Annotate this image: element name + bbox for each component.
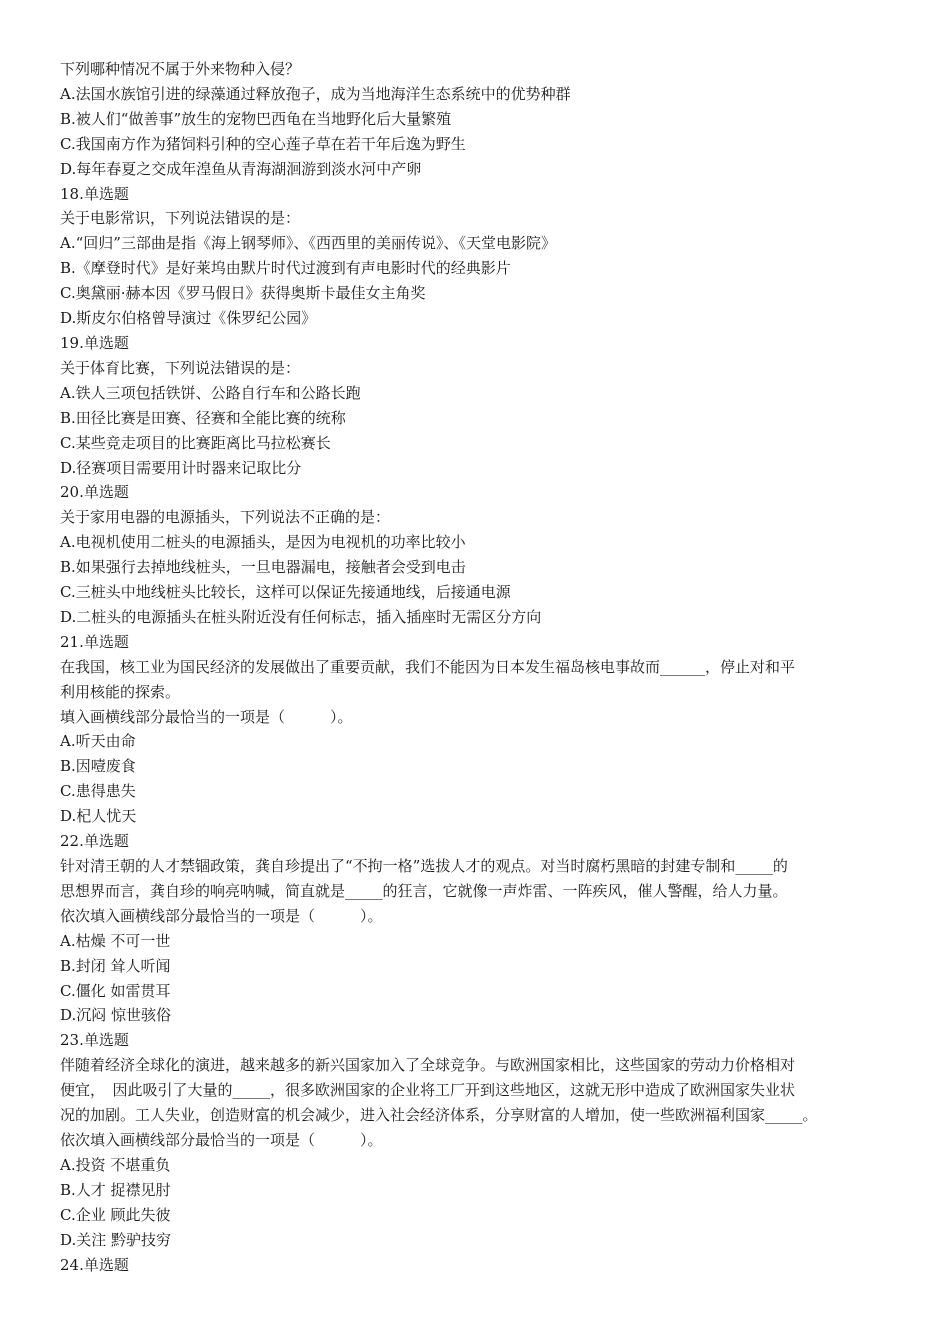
- question-22: [60, 829, 900, 1028]
- option-b: B.被人们“做善事”放生的宠物巴西龟在当地野化后大量繁殖: [60, 109, 452, 128]
- question-20: [60, 480, 900, 629]
- question-stem-line-2: 思想界而言，龚自珍的响亮呐喊，简直就是_____的狂言，它就像一声炸雷、一阵疾风，催人警醒，给人力量。: [60, 881, 788, 900]
- question-23: [60, 1028, 900, 1252]
- question-prompt: 依次填入画横线部分最恰当的一项是（ ）。: [60, 1130, 383, 1149]
- question-21: [60, 630, 900, 829]
- question-stem: 关于体育比赛，下列说法错误的是：: [60, 358, 301, 377]
- question-19: [60, 331, 900, 480]
- question-header: 21.单选题: [60, 632, 129, 651]
- option-b: B.《摩登时代》是好莱坞由默片时代过渡到有声电影时代的经典影片: [60, 259, 511, 278]
- question-stem-line-2: 利用核能的探索。: [60, 682, 181, 701]
- option-a: A.铁人三项包括铁饼、公路自行车和公路长跑: [60, 383, 361, 402]
- question-stem-line-2: 便宜， 因此吸引了大量的_____，很多欧洲国家的企业将工厂开到这些地区，这就无形中造成了欧洲国家失业状: [60, 1081, 796, 1100]
- option-a: A.“回归”三部曲是指《海上钢琴师》、《西西里的美丽传说》、《天堂电影院》: [60, 234, 556, 253]
- question-header: 20.单选题: [60, 483, 129, 502]
- option-c: C.患得患失: [60, 782, 136, 801]
- question-stem-line-1: 在我国，核工业为国民经济的发展做出了重要贡献，我们不能因为日本发生福岛核电事故而______，停止对和平: [60, 657, 796, 676]
- question-stem: 关于家用电器的电源插头，下列说法不正确的是：: [60, 508, 391, 527]
- option-d: D.二桩头的电源插头在桩头附近没有任何标志，插入插座时无需区分方向: [60, 607, 542, 626]
- question-stem-line-1: 针对清王朝的人才禁锢政策，龚自珍提出了“不拘一格”选拔人才的观点。对当时腐朽黑暗的封建专制和_____的: [60, 857, 788, 875]
- option-a: A.法国水族馆引进的绿藻通过释放孢子，成为当地海洋生态系统中的优势种群: [60, 84, 571, 103]
- question-header: 22.单选题: [60, 832, 129, 851]
- question-stem-line-1: 伴随着经济全球化的演进，越来越多的新兴国家加入了全球竞争。与欧洲国家相比，这些国家的劳动力价格相对: [60, 1056, 796, 1075]
- question-header: 23.单选题: [60, 1031, 129, 1050]
- question-stem: 关于电影常识，下列说法错误的是：: [60, 209, 301, 228]
- option-a: A.听天由命: [60, 732, 136, 751]
- option-c: C.三桩头中地线桩头比较长，这样可以保证先接通地线，后接通电源: [60, 583, 511, 602]
- question-18: [60, 182, 900, 331]
- option-d: D.斯皮尔伯格曾导演过《侏罗纪公园》: [60, 309, 317, 328]
- option-a: A.投资 不堪重负: [60, 1155, 171, 1174]
- exam-page: [60, 57, 900, 1277]
- option-d: D.径赛项目需要用计时器来记取比分: [60, 458, 302, 477]
- option-c: C.某些竞走项目的比赛距离比马拉松赛长: [60, 433, 331, 452]
- question-header: 19.单选题: [60, 333, 129, 352]
- option-b: B.封闭 耸人听闻: [60, 956, 171, 975]
- question-header: 18.单选题: [60, 184, 129, 203]
- option-c: C.企业 顾此失彼: [60, 1205, 171, 1224]
- question-prompt: 依次填入画横线部分最恰当的一项是（ ）。: [60, 906, 383, 925]
- option-d: D.杞人忧天: [60, 807, 137, 826]
- option-c: C.我国南方作为猪饲料引种的空心莲子草在若干年后逸为野生: [60, 134, 466, 153]
- question-stem-line-3: 况的加剧。工人失业，创造财富的机会减少，进入社会经济体系，分享财富的人增加，使一些欧洲福利国家_____。: [60, 1106, 818, 1125]
- option-b: B.田径比赛是田赛、径赛和全能比赛的统称: [60, 408, 346, 427]
- question-stem: 下列哪种情况不属于外来物种入侵？: [60, 60, 301, 78]
- question-24: [60, 1253, 900, 1278]
- question-header: 24.单选题: [60, 1255, 129, 1274]
- question-prompt: 填入画横线部分最恰当的一项是（ ）。: [60, 707, 353, 726]
- option-b: B.如果强行去掉地线桩头，一旦电器漏电，接触者会受到电击: [60, 558, 466, 577]
- option-b: B.因噎废食: [60, 757, 136, 776]
- option-d: D.沉闷 惊世骇俗: [60, 1006, 172, 1025]
- question-17: [60, 57, 900, 182]
- option-b: B.人才 捉襟见肘: [60, 1180, 171, 1199]
- option-a: A.电视机使用二桩头的电源插头，是因为电视机的功率比较小: [60, 533, 466, 552]
- option-c: C.奥黛丽·赫本因《罗马假日》获得奥斯卡最佳女主角奖: [60, 284, 426, 303]
- option-d: D.关注 黔驴技穷: [60, 1230, 172, 1249]
- option-a: A.枯燥 不可一世: [60, 931, 171, 950]
- option-c: C.僵化 如雷贯耳: [60, 981, 171, 1000]
- option-d: D.每年春夏之交成年湟鱼从青海湖洄游到淡水河中产卵: [60, 159, 422, 178]
